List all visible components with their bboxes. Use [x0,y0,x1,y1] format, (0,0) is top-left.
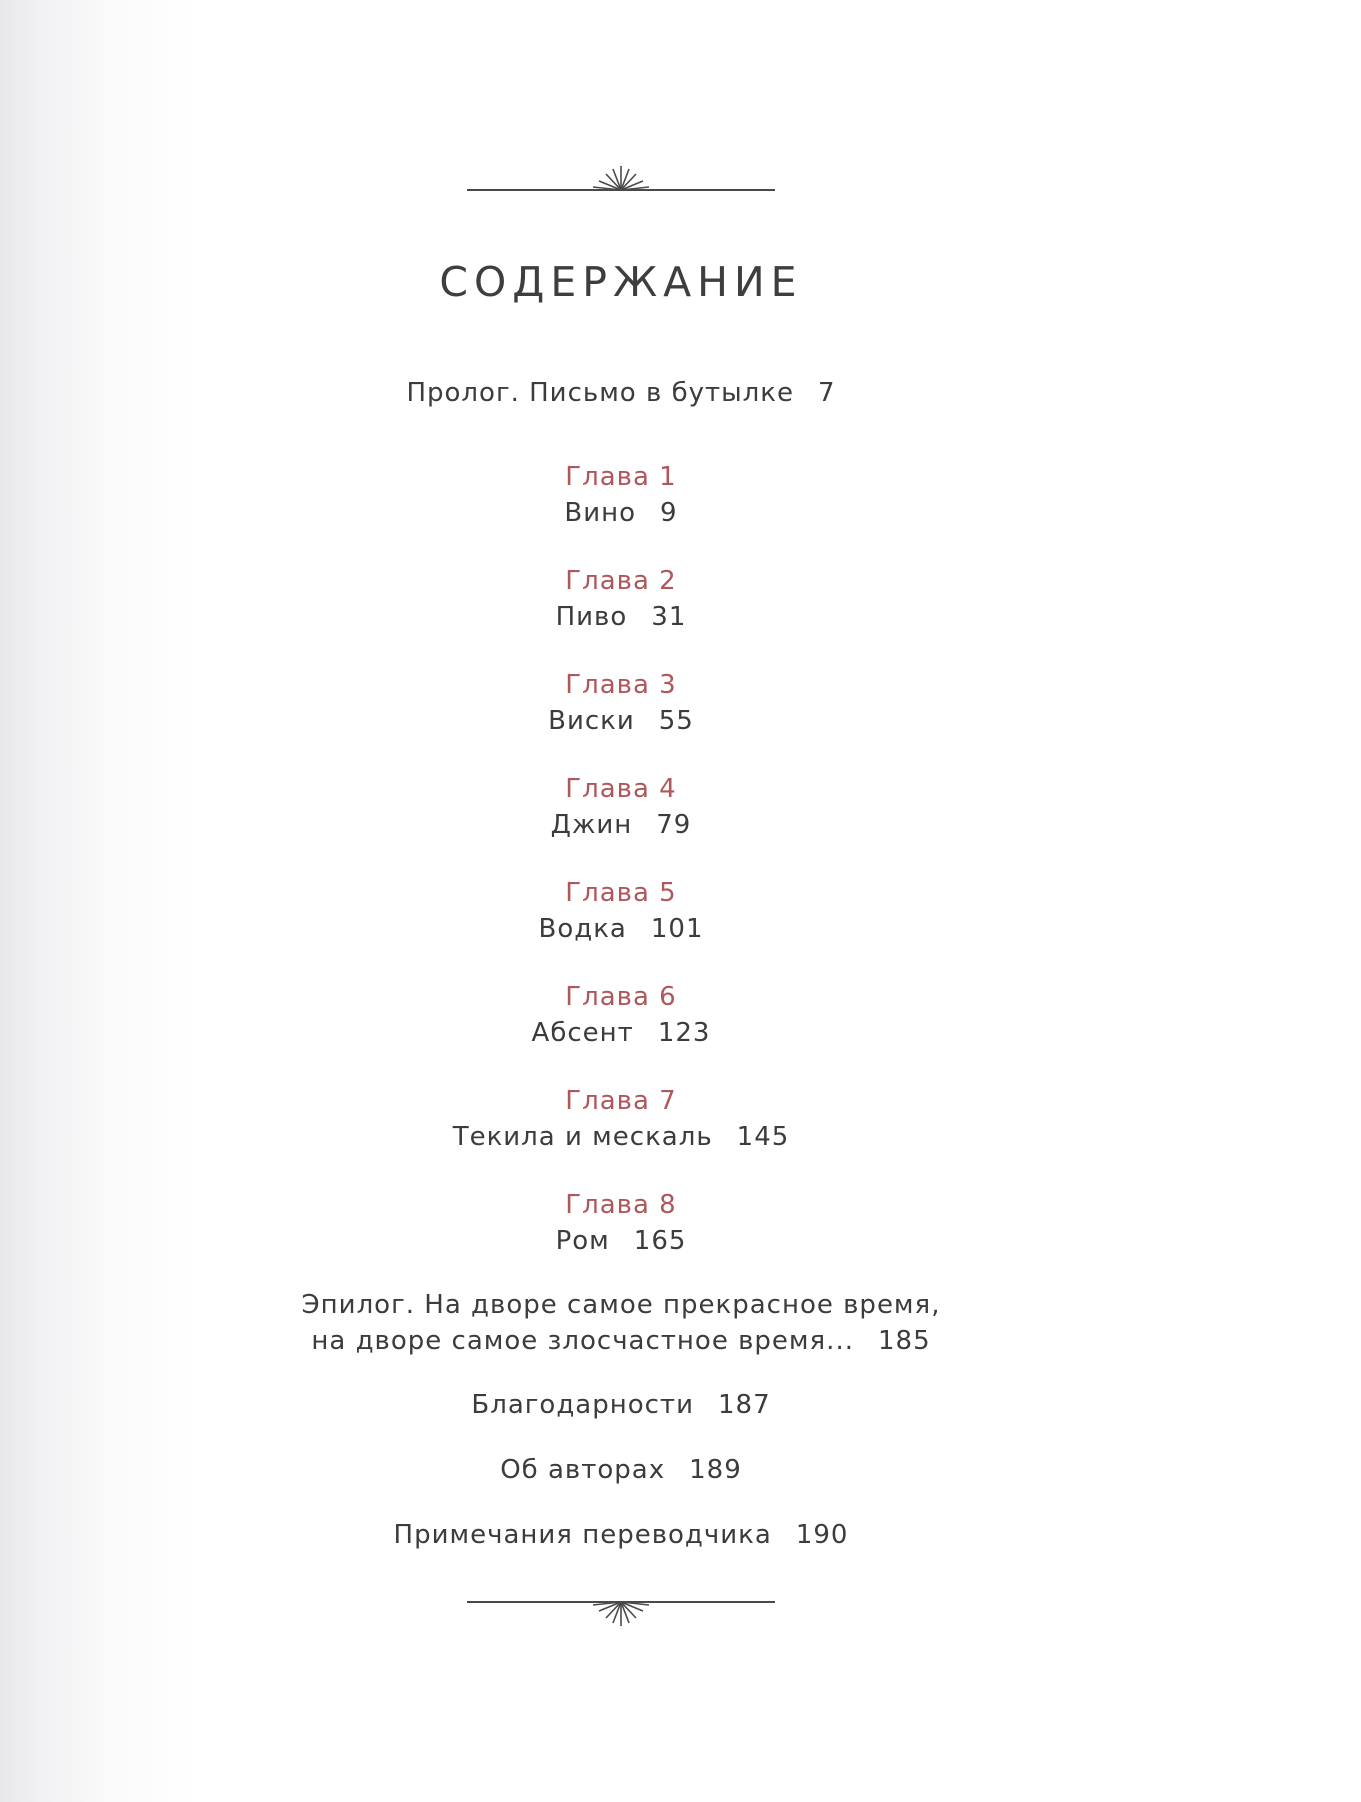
chapter-1-page: 9 [660,498,678,528]
chapter-3-label: Глава 3 [565,670,677,700]
chapter-7-entry [0,1122,1242,1152]
bottom-ornament [463,1592,779,1632]
chapter-3-entry [0,706,1242,736]
chapter-6-label: Глава 6 [565,982,677,1012]
translator-notes-entry [0,1520,1242,1550]
chapter-8-page: 165 [633,1226,687,1256]
acknowledgements-entry [0,1390,1242,1420]
chapter-8-title: Ром [555,1226,610,1256]
chapter-5-entry [0,914,1242,944]
chapter-2-title: Пиво [555,602,628,632]
chapter-4-label: Глава 4 [565,774,677,804]
translator-notes-title: Примечания переводчика [393,1520,772,1550]
chapter-4-page: 79 [656,810,692,840]
chapter-1-entry [0,498,1242,528]
about-authors-title: Об авторах [500,1455,666,1485]
page-title: СОДЕРЖАНИЕ [439,258,803,306]
translator-notes-page: 190 [795,1520,849,1550]
about-authors-page: 189 [689,1455,742,1485]
chapter-6-entry [0,1018,1242,1048]
chapter-1-title: Вино [564,498,637,528]
sprig-icon [593,166,649,190]
chapter-8-label: Глава 8 [565,1190,677,1220]
chapter-4-entry [0,810,1242,840]
top-ornament [463,160,779,200]
chapter-3-page: 55 [658,706,694,736]
prologue-title: Пролог. Письмо в бутылке [406,378,794,408]
acknowledgements-page: 187 [717,1390,771,1420]
chapter-2-page: 31 [651,602,687,632]
chapter-5-page: 101 [650,914,704,944]
chapter-2-entry [0,602,1242,632]
chapter-8-entry [0,1226,1242,1256]
root-sprig-icon [593,1602,649,1626]
chapter-5-title: Водка [538,914,627,944]
epilogue-line-1: Эпилог. На дворе самое прекрасное время, [301,1290,941,1320]
chapter-5-label: Глава 5 [565,878,677,908]
about-authors-entry [0,1455,1242,1485]
chapter-6-title: Абсент [531,1018,634,1048]
chapter-6-page: 123 [657,1018,711,1048]
prologue-page: 7 [817,378,836,408]
epilogue-line-2 [0,1326,1242,1356]
chapter-7-label: Глава 7 [565,1086,677,1116]
chapter-3-title: Виски [548,706,635,736]
chapter-2-label: Глава 2 [565,566,677,596]
epilogue-title-line-2: на дворе самое злосчастное время... [311,1326,854,1356]
acknowledgements-title: Благодарности [471,1390,694,1420]
epilogue-page: 185 [877,1326,931,1356]
chapter-1-label: Глава 1 [565,462,677,492]
chapter-7-page: 145 [736,1122,790,1152]
chapter-4-title: Джин [550,810,633,840]
prologue-entry [0,378,1242,408]
chapter-7-title: Текила и мескаль [452,1122,713,1152]
